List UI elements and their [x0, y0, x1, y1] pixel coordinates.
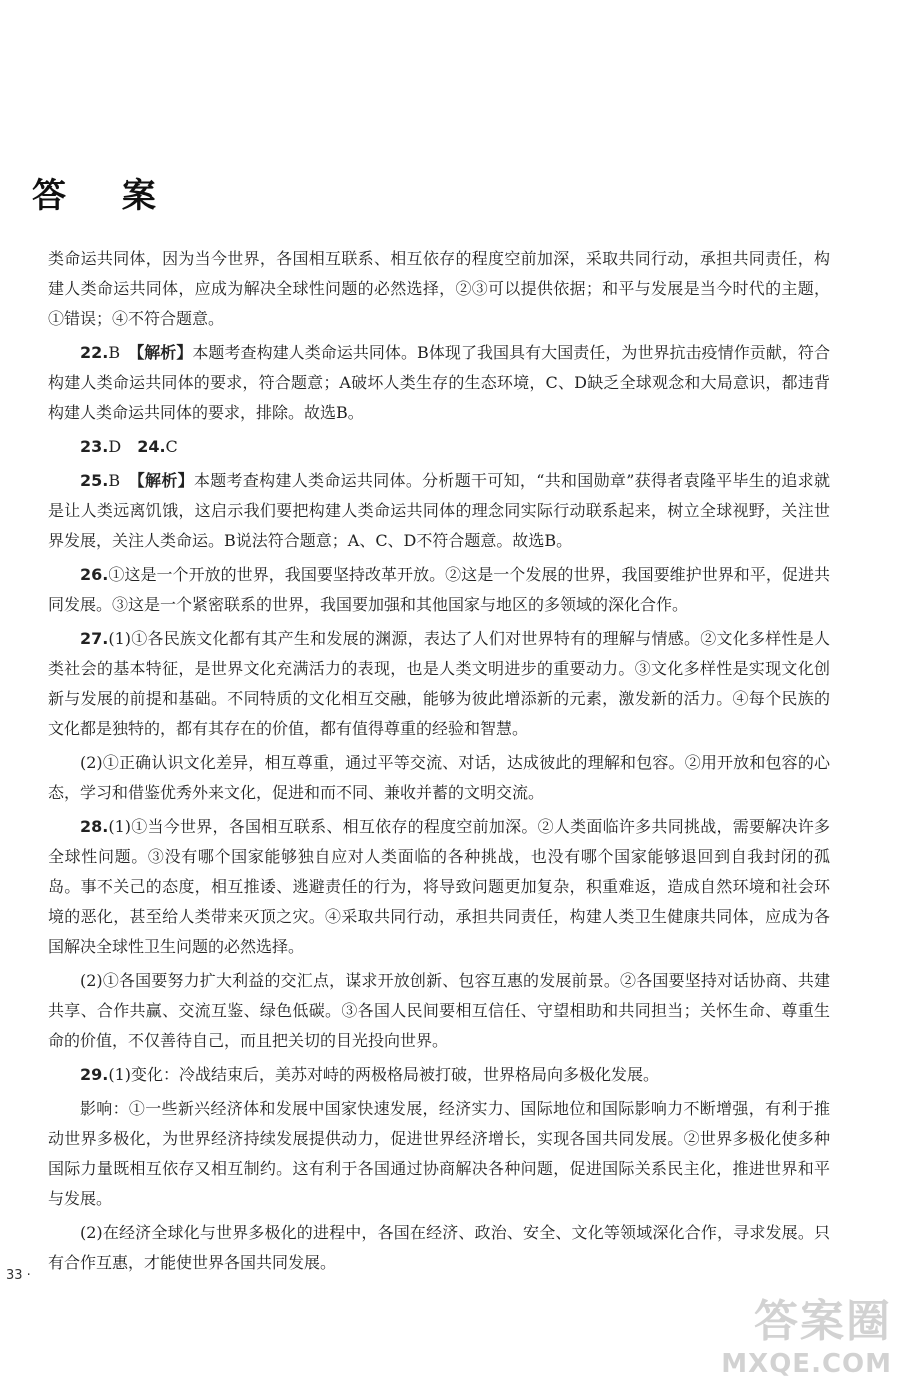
question-number: 24. — [137, 437, 166, 456]
paragraph-text: (1)①各民族文化都有其产生和发展的渊源，表达了人们对世界特有的理解与情感。②文化多样性是人类社会的基本特征，是世界文化充满活力的表现，也是人类文明进步的重要动力。③文化多样性是实现文化创新与发展的前提和基础。不同特质的文化相互交融，能够为彼此增添新的元素，激发新的活力。④每个民族的文化都是独特的，都有其存在的价值，都有值得尊重的经验和智慧。 — [48, 629, 830, 738]
watermark-text: 答案圈 — [754, 1296, 892, 1347]
answer-choice: C — [165, 437, 178, 456]
paragraph-text: (1)①当今世界，各国相互联系、相互依存的程度空前加深。②人类面临许多共同挑战，需要解决许多全球性问题。③没有哪个国家能够独自应对人类面临的各种挑战，也没有哪个国家能够退回到自我封闭的孤岛。事不关己的态度，相互推诿、逃避责任的行为，将导致问题更加复杂，积重难返，造成自然环境和社会环境的恶化，甚至给人类带来灭顶之灾。④采取共同行动，承担共同责任，构建人类卫生健康共同体，应成为各国解决全球性卫生问题的必然选择。 — [48, 817, 830, 956]
answer-paragraph — [48, 432, 830, 462]
page-title: 答 案 — [32, 176, 178, 216]
answer-paragraph — [48, 624, 830, 744]
question-number: 29. — [80, 1065, 109, 1084]
answer-paragraph — [48, 560, 830, 620]
paragraph-text: 类命运共同体，因为当今世界，各国相互联系、相互依存的程度空前加深，采取共同行动，承担共同责任，构建人类命运共同体，应成为解决全球性问题的必然选择，②③可以提供依据；和平与发展是当今时代的主题，①错误；④不符合题意。 — [48, 249, 830, 328]
answer-choice: D — [108, 437, 122, 456]
page-number: 33 · — [6, 1268, 31, 1283]
answer-choice: B — [108, 471, 121, 490]
question-number: 23. — [80, 437, 109, 456]
question-number: 27. — [80, 629, 109, 648]
analysis-tag: 【解析】 — [136, 471, 194, 490]
question-number: 25. — [80, 471, 109, 490]
paragraph-text: (1)变化：冷战结束后，美苏对峙的两极格局被打破，世界格局向多极化发展。 — [108, 1065, 660, 1084]
question-number: 26. — [80, 565, 109, 584]
question-number: 22. — [80, 343, 109, 362]
question-number: 28. — [80, 817, 109, 836]
analysis-tag: 【解析】 — [136, 343, 193, 362]
paragraph-text: ①这是一个开放的世界，我国要坚持改革开放。②这是一个发展的世界，我国要维护世界和平，促进共同发展。③这是一个紧密联系的世界，我国要加强和其他国家与地区的多领域的深化合作。 — [48, 565, 830, 614]
answer-paragraph — [48, 338, 830, 428]
paragraph-text: (2)①正确认识文化差异，相互尊重，通过平等交流、对话，达成彼此的理解和包容。②用开放和包容的心态，学习和借鉴优秀外来文化，促进和而不同、兼收并蓄的文明交流。 — [48, 753, 830, 802]
answer-content — [48, 244, 830, 1282]
watermark-logo — [712, 1294, 892, 1384]
paragraph-text: (2)在经济全球化与世界多极化的进程中，各国在经济、政治、安全、文化等领域深化合作，寻求发展。只有合作互惠，才能使世界各国共同发展。 — [48, 1223, 830, 1272]
answer-paragraph — [48, 812, 830, 962]
watermark-url: MXQE.COM — [721, 1349, 892, 1379]
paragraph-text: 影响：①一些新兴经济体和发展中国家快速发展，经济实力、国际地位和国际影响力不断增强，有利于推动世界多极化，为世界经济持续发展提供动力，促进世界经济增长，实现各国共同发展。②世界多极化使多种国际力量既相互依存又相互制约。这有利于各国通过协商解决各种问题，促进国际关系民主化，推进世界和平与发展。 — [48, 1099, 830, 1208]
answer-paragraph — [48, 466, 830, 556]
answer-paragraph — [48, 1094, 830, 1214]
answer-paragraph — [48, 244, 830, 334]
answer-paragraph — [48, 966, 830, 1056]
paragraph-text: 本题考查构建人类命运共同体。B体现了我国具有大国责任，为世界抗击疫情作贡献，符合构建人类命运共同体的要求，符合题意；A破坏人类生存的生态环境，C、D缺乏全球观念和大局意识，都违背构建人类命运共同体的要求，排除。故选B。 — [48, 343, 830, 422]
answer-paragraph — [48, 1060, 830, 1090]
paragraph-text: 本题考查构建人类命运共同体。分析题干可知，“共和国勋章”获得者袁隆平毕生的追求就是让人类远离饥饿，这启示我们要把构建人类命运共同体的理念同实际行动联系起来，树立全球视野，关注世界发展，关注人类命运。B说法符合题意；A、C、D不符合题意。故选B。 — [48, 471, 830, 550]
answer-paragraph — [48, 1218, 830, 1278]
paragraph-text: (2)①各国要努力扩大利益的交汇点，谋求开放创新、包容互惠的发展前景。②各国要坚持对话协商、共建共享、合作共赢、交流互鉴、绿色低碳。③各国人民间要相互信任、守望相助和共同担当；关怀生命、尊重生命的价值，不仅善待自己，而且把关切的目光投向世界。 — [48, 971, 830, 1050]
answer-choice: B — [108, 343, 121, 362]
answer-paragraph — [48, 748, 830, 808]
